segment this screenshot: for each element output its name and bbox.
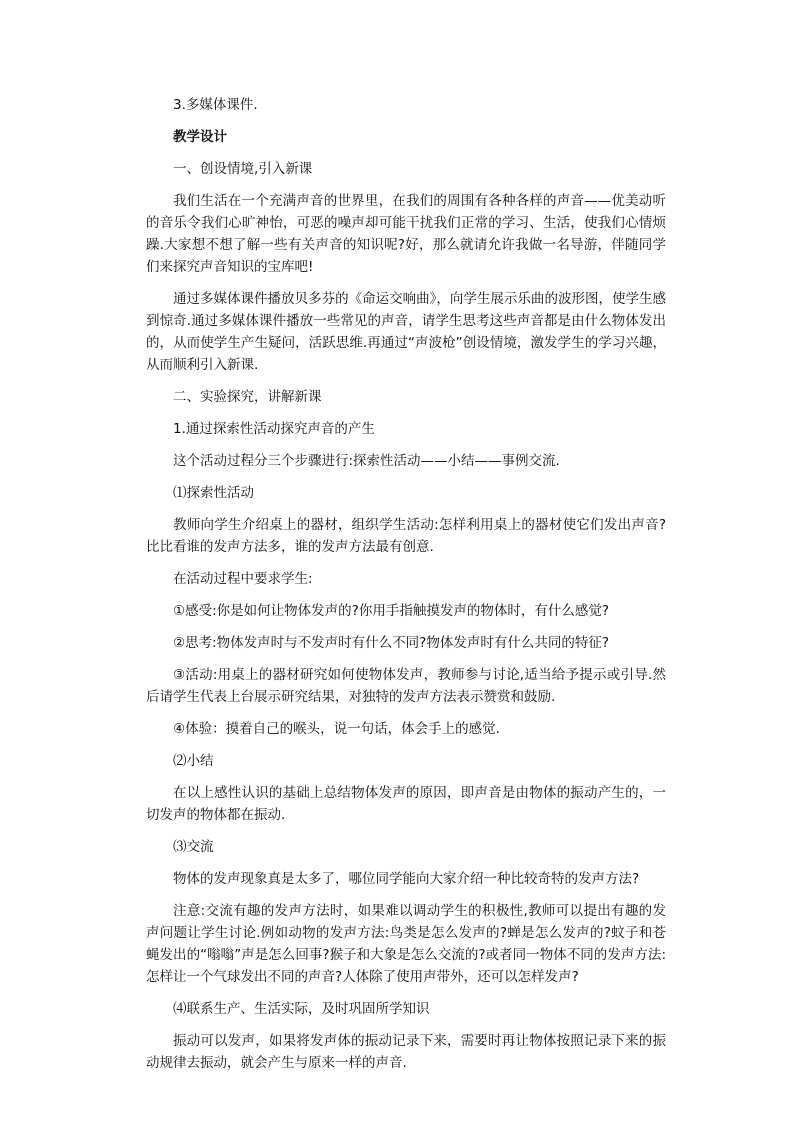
section-title: 教学设计 — [173, 129, 227, 145]
requirement-3: ③活动:用桌上的器材研究如何使物体发声，教师参与讨论,适当给予提示或引导.然后请学生代表上台展示研究结果，对独特的发声方法表示赞赏和鼓励. — [146, 667, 666, 705]
paragraph-5: 在活动过程中要求学生: — [173, 571, 313, 587]
paragraph-3: 这个活动过程分三个步骤进行:探索性活动——小结——事例交流. — [173, 453, 560, 469]
requirement-4: ④体验：摸着自己的喉头，说一句话，体会手上的感觉. — [173, 721, 500, 737]
requirement-2: ②思考:物体发声时与不发声时有什么不同?物体发声时有什么共同的特征? — [173, 635, 609, 651]
step-1-heading: ⑴探索性活动 — [173, 485, 254, 501]
paragraph-1: 我们生活在一个充满声音的世界里，在我们的周围有各种各样的声音——优美动听的音乐令我们心旷神怡，可恶的噪声却可能干扰我们正常的学习、生活，使我们心情烦躁.大家想不想了解一些有关声音的知识呢?好，那么就请允许我做一名导游，伴随同学们来探究声音知识的宝库吧! — [146, 193, 666, 275]
paragraph-6: 在以上感性认识的基础上总结物体发声的原因，即声音是由物体的振动产生的，一切发声的物体都在振动. — [146, 785, 666, 823]
step-4-heading: ⑷联系生产、生活实际，及时巩固所学知识 — [173, 1001, 430, 1017]
requirement-1: ①感受:你是如何让物体发声的?你用手指触摸发声的物体时，有什么感觉? — [173, 603, 609, 619]
step-2-heading: ⑵小结 — [173, 753, 214, 769]
paragraph-2: 通过多媒体课件播放贝多芬的《命运交响曲》，向学生展示乐曲的波形图，使学生感到惊奇.通过多媒体课件播放一些常见的声音，请学生思考这些声音都是由什么物体发出的，从而使学生产生疑问，活跃思维.再通过“声波枪”创设情境，激发学生的学习兴趣，从而顺利引入新课. — [146, 291, 666, 373]
list-item-3: 3.多媒体课件. — [173, 97, 258, 113]
paragraph-7: 物体的发声现象真是太多了，哪位同学能向大家介绍一种比较奇特的发声方法? — [173, 871, 640, 887]
part-2-heading: 二、实验探究，讲解新课 — [173, 389, 322, 405]
step-3-heading: ⑶交流 — [173, 839, 214, 855]
subsection-1-heading: 1.通过探索性活动探究声音的产生 — [173, 421, 375, 437]
paragraph-8: 注意:交流有趣的发声方法时，如果难以调动学生的积极性,教师可以提出有趣的发声问题让学生讨论.例如动物的发声方法:鸟类是怎么发声的?蝉是怎么发声的?蚊子和苍蝇发出的“嗡嗡”声是怎么回事?猴子和大象是怎么交流的?或者同一物体不同的发声方法:怎样让一个气球发出不同的声音?人体除了使用声带外，还可以怎样发声? — [146, 903, 666, 985]
document-body — [146, 94, 666, 1084]
paragraph-4: 教师向学生介绍桌上的器材，组织学生活动:怎样利用桌上的器材使它们发出声音?比比看谁的发声方法多，谁的发声方法最有创意. — [146, 517, 666, 555]
part-1-heading: 一、创设情境,引入新课 — [173, 161, 313, 177]
paragraph-9: 振动可以发声，如果将发声体的振动记录下来，需要时再让物体按照记录下来的振动规律去振动，就会产生与原来一样的声音. — [146, 1033, 666, 1071]
